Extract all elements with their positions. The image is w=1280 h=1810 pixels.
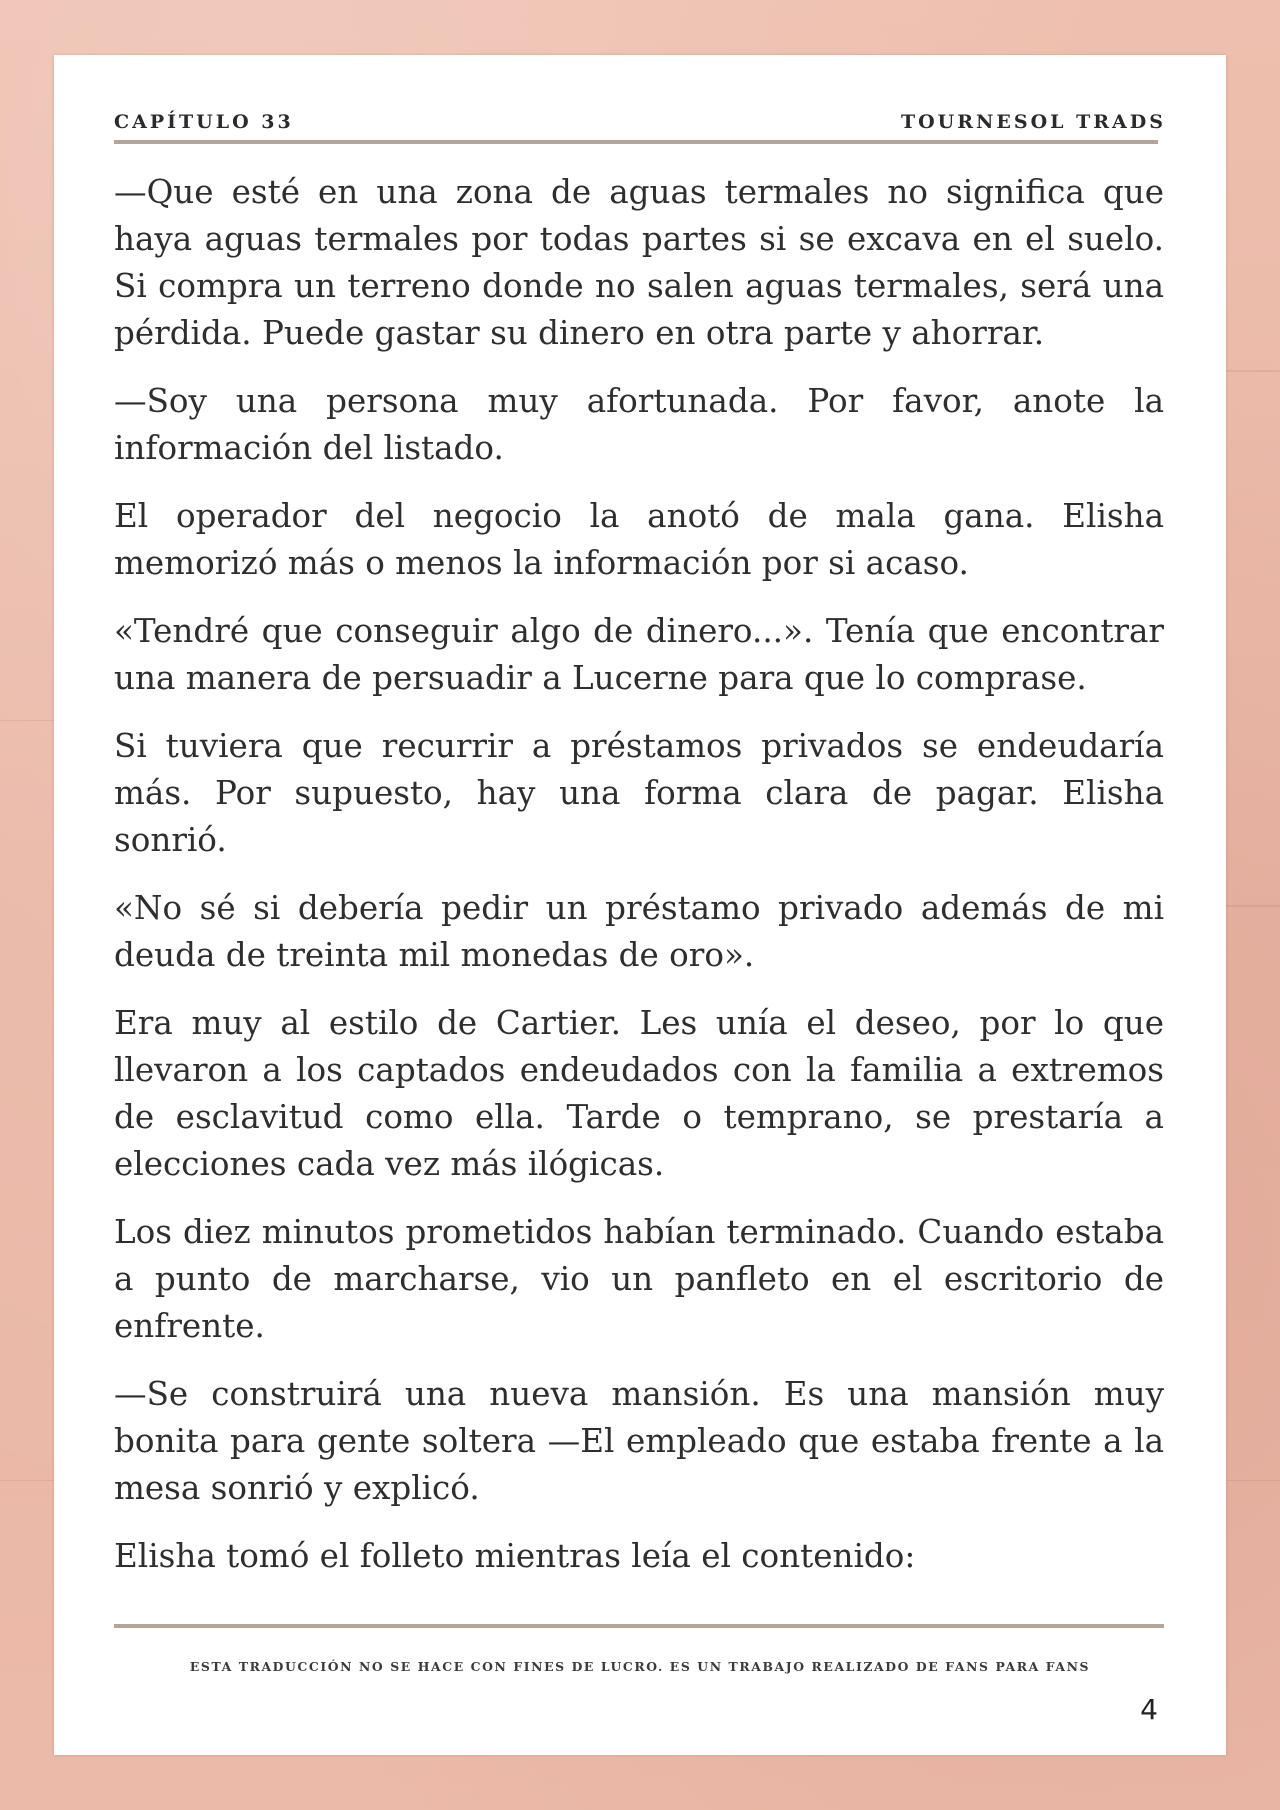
chapter-body xyxy=(114,169,1164,1601)
header-divider xyxy=(114,140,1158,144)
document-page xyxy=(54,55,1226,1755)
paragraph: «Tendré que conseguir algo de dinero...». Tenía que encontrar una manera de persuadir a Lucerne para que lo comprase. xyxy=(114,612,1164,697)
paragraph: —Que esté en una zona de aguas termales no significa que haya aguas termales por todas partes si se excava en el suelo. Si compra un terreno donde no salen aguas termales, será una pérdida. Puede gastar su dinero en otra parte y ahorrar. xyxy=(114,173,1164,352)
paragraph: Si tuviera que recurrir a préstamos privados se endeudaría más. Por supuesto, hay una forma clara de pagar. Elisha sonrió. xyxy=(114,727,1164,859)
footer-divider xyxy=(114,1624,1164,1628)
translation-group: TOURNESOL TRADS xyxy=(900,111,1166,133)
paragraph: El operador del negocio la anotó de mala gana. Elisha memorizó más o menos la información por si acaso. xyxy=(114,497,1164,582)
page-number: 4 xyxy=(1140,1693,1158,1726)
chapter-title: CAPÍTULO 33 xyxy=(114,111,294,133)
paragraph: —Se construirá una nueva mansión. Es una mansión muy bonita para gente soltera —El empleado que estaba frente a la mesa sonrió y explicó. xyxy=(114,1375,1164,1507)
disclaimer-note: ESTA TRADUCCIÓN NO SE HACE CON FINES DE LUCRO. ES UN TRABAJO REALIZADO DE FANS PARA FANS xyxy=(189,1659,1091,1674)
paragraph: —Soy una persona muy afortunada. Por favor, anote la información del listado. xyxy=(114,382,1164,467)
paragraph: Elisha tomó el folleto mientras leía el contenido: xyxy=(114,1537,916,1575)
paragraph: Los diez minutos prometidos habían terminado. Cuando estaba a punto de marcharse, vio un panfleto en el escritorio de enfrente. xyxy=(114,1213,1164,1345)
paragraph: Era muy al estilo de Cartier. Les unía el deseo, por lo que llevaron a los captados endeudados con la familia a extremos de esclavitud como ella. Tarde o temprano, se prestaría a elecciones cada vez más ilógicas. xyxy=(114,1004,1164,1183)
paragraph: «No sé si debería pedir un préstamo privado además de mi deuda de treinta mil monedas de oro». xyxy=(114,889,1164,974)
page-header xyxy=(114,103,1166,133)
